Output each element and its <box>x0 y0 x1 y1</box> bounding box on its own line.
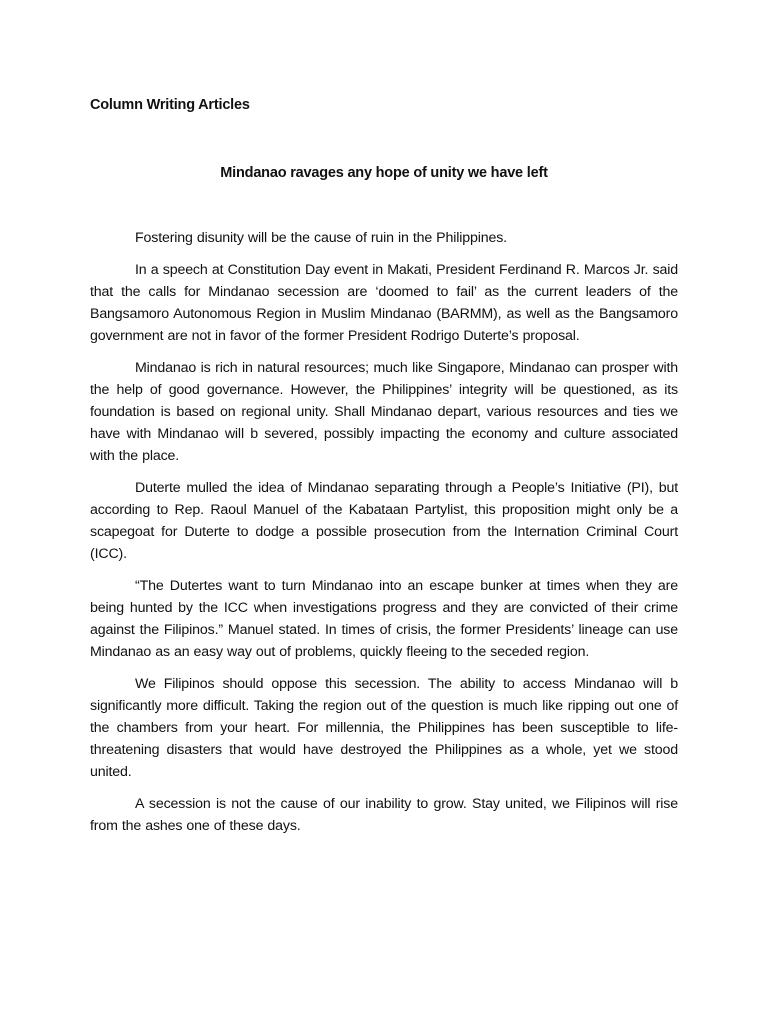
paragraph-3: Mindanao is rich in natural resources; much like Singapore, Mindanao can prosper with the help of good governance. However, the Philippines’ integrity will be questioned, as its foundation is based on regional unity. Shall Mindanao depart, various resources and ties we have with Mindanao will b severed, possibly impacting the economy and culture associated with the place. <box>90 360 678 464</box>
article-title: Mindanao ravages any hope of unity we have left <box>220 165 548 181</box>
paragraph-7: A secession is not the cause of our inability to grow. Stay united, we Filipinos will rise from the ashes one of these days. <box>90 796 678 834</box>
paragraph-2: In a speech at Constitution Day event in Makati, President Ferdinand R. Marcos Jr. said that the calls for Mindanao secession are ‘doomed to fail’ as the current leaders of the Bangsamoro Autonomous Region in Muslim Mindanao (BARMM), as well as the Bangsamoro government are not in favor of the former President Rodrigo Duterte’s proposal. <box>90 262 678 344</box>
section-heading: Column Writing Articles <box>90 97 250 113</box>
paragraph-1: Fostering disunity will be the cause of ruin in the Philippines. <box>135 230 507 246</box>
paragraph-4: Duterte mulled the idea of Mindanao separating through a People’s Initiative (PI), but according to Rep. Raoul Manuel of the Kabataan Partylist, this proposition might only be a scapegoat for Duterte to dodge a possible prosecution from the Internation Criminal Court (ICC). <box>90 480 678 562</box>
paragraph-6: We Filipinos should oppose this secession. The ability to access Mindanao will b significantly more difficult. Taking the region out of the question is much like ripping out one of the chambers from your heart. For millennia, the Philippines has been susceptible to life-threatening disasters that would have destroyed the Philippines as a whole, yet we stood united. <box>90 676 678 780</box>
paragraph-5: “The Dutertes want to turn Mindanao into an escape bunker at times when they are being hunted by the ICC when investigations progress and they are convicted of their crime against the Filipinos.” Manuel stated. In times of crisis, the former Presidents’ lineage can use Mindanao as an easy way out of problems, quickly fleeing to the seceded region. <box>90 578 678 660</box>
article-body <box>90 227 678 847</box>
